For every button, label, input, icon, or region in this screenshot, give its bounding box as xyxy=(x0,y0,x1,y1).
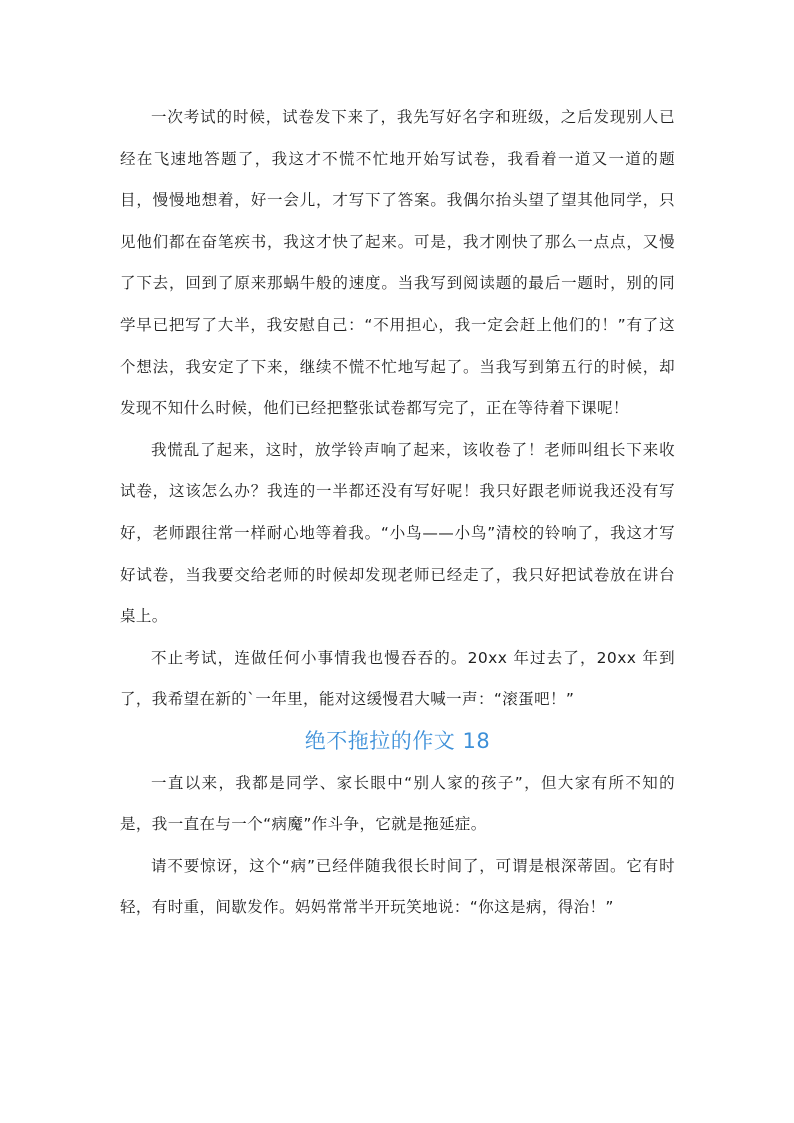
section-title: 绝不拖拉的作文 18 xyxy=(304,728,491,753)
document-page xyxy=(120,97,675,929)
paragraph-new-year-wish: 不止考试，连做任何小事情我也慢吞吞的。20xx 年过去了，20xx 年到了，我希望在新的`一年里，能对这缓慢君大喊一声：“滚蛋吧！” xyxy=(120,648,675,709)
paragraph-exam-story: 一次考试的时候，试卷发下来了，我先写好名字和班级，之后发现别人已经在飞速地答题了，我这才不慌不忙地开始写试卷，我看着一道又一道的题目，慢慢地想着，好一会儿，才写下了答案。我偶尔抬头望了望其他同学，只见他们都在奋笔疾书，我这才快了起来。可是，我才刚快了那么一点点，又慢了下去，回到了原来那蜗牛般的速度。当我写到阅读题的最后一题时，别的同学早已把写了大半，我安慰自己：“不用担心，我一定会赶上他们的！”有了这个想法，我安定了下来，继续不慌不忙地写起了。当我写到第五行的时候，却发现不知什么时候，他们已经把整张试卷都写完了，正在等待着下课呢！ xyxy=(120,108,675,418)
paragraph-long-illness: 请不要惊讶，这个“病”已经伴随我很长时间了，可谓是根深蒂固。它有时轻，有时重，间歇发作。妈妈常常半开玩笑地说：“你这是病，得治！” xyxy=(120,856,675,917)
paragraph-procrastination-intro: 一直以来，我都是同学、家长眼中“别人家的孩子”，但大家有所不知的是，我一直在与一个“病魔”作斗争，它就是拖延症。 xyxy=(120,773,675,834)
paragraph-bell-rings: 我慌乱了起来，这时，放学铃声响了起来，该收卷了！老师叫组长下来收试卷，这该怎么办？我连的一半都还没有写好呢！我只好跟老师说我还没有写好，老师跟往常一样耐心地等着我。“小鸟——小鸟”清校的铃响了，我这才写好试卷，当我要交给老师的时候却发现老师已经走了，我只好把试卷放在讲台桌上。 xyxy=(120,440,675,626)
